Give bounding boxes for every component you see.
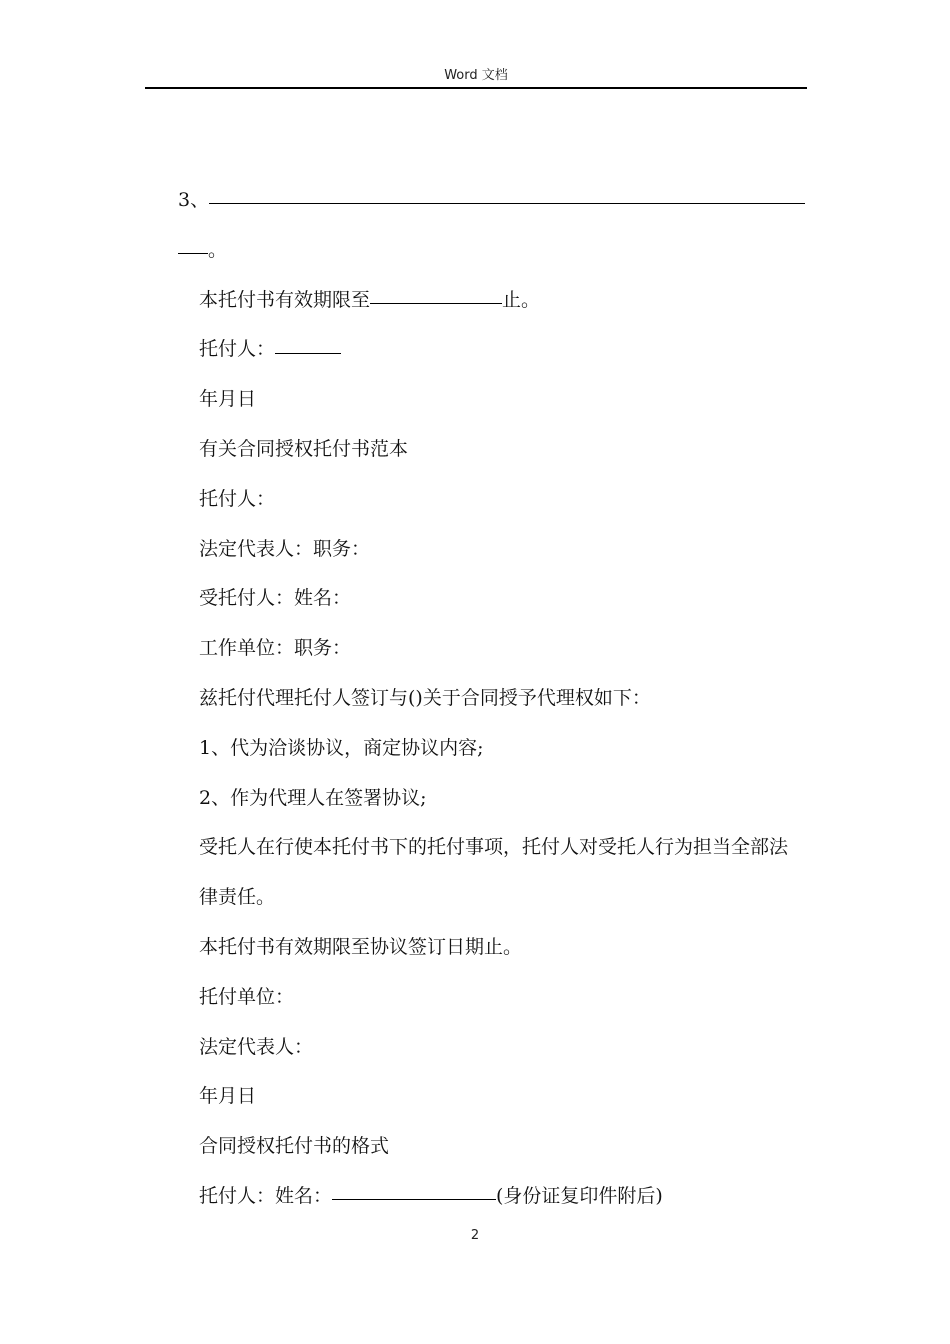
authorization-statement: 兹托付代理托付人签订与()关于合同授予代理权如下： — [199, 686, 651, 709]
header-rule — [145, 87, 807, 89]
document-body — [178, 176, 802, 1222]
section-title: 有关合同授权托付书范本 — [199, 437, 409, 460]
principal-label: 托付人： — [199, 338, 276, 361]
legal-rep-signature-field: 法定代表人： — [199, 1035, 314, 1058]
liability-paragraph: 受托人在行使本托付书下的托付事项，托付人对受托人行为担当全部法律责任。 — [199, 836, 789, 909]
date-line-2: 年月日 — [199, 1085, 257, 1108]
principal-name-label: 托付人：姓名： — [199, 1184, 333, 1207]
principal-unit-field: 托付单位： — [199, 985, 295, 1008]
validity-label: 本托付书有效期限至 — [199, 288, 371, 311]
item-3-line — [178, 176, 802, 226]
authorization-item-2: 2、作为代理人在签署协议; — [199, 786, 427, 809]
principal-name-blank — [332, 1198, 496, 1200]
item-3-continuation — [178, 226, 802, 276]
principal-field: 托付人： — [199, 487, 276, 510]
principal-name-line — [178, 1172, 802, 1222]
validity-blank — [370, 302, 502, 304]
id-copy-note: (身份证复印件附后) — [496, 1184, 663, 1207]
authorization-item-1: 1、代为洽谈协议，商定协议内容; — [199, 736, 484, 759]
legal-rep-field: 法定代表人：职务： — [199, 537, 371, 560]
principal-signature-blank — [275, 352, 341, 354]
item-3-number: 3、 — [178, 189, 210, 211]
item-3-period: 。 — [208, 238, 228, 261]
page-header: Word 文档 — [444, 68, 508, 83]
validity-suffix: 止。 — [502, 288, 541, 311]
item-3-continuation-blank — [178, 252, 208, 254]
validity-term-line: 本托付书有效期限至协议签订日期止。 — [199, 935, 523, 958]
item-3-blank — [209, 202, 805, 204]
date-line: 年月日 — [199, 388, 257, 411]
agent-name-field: 受托付人：姓名： — [199, 587, 352, 610]
format-section-title: 合同授权托付书的格式 — [199, 1135, 390, 1158]
validity-line — [178, 276, 802, 326]
principal-signature-line — [178, 325, 802, 375]
work-unit-field: 工作单位：职务： — [199, 637, 352, 660]
page-number: 2 — [470, 1228, 480, 1243]
